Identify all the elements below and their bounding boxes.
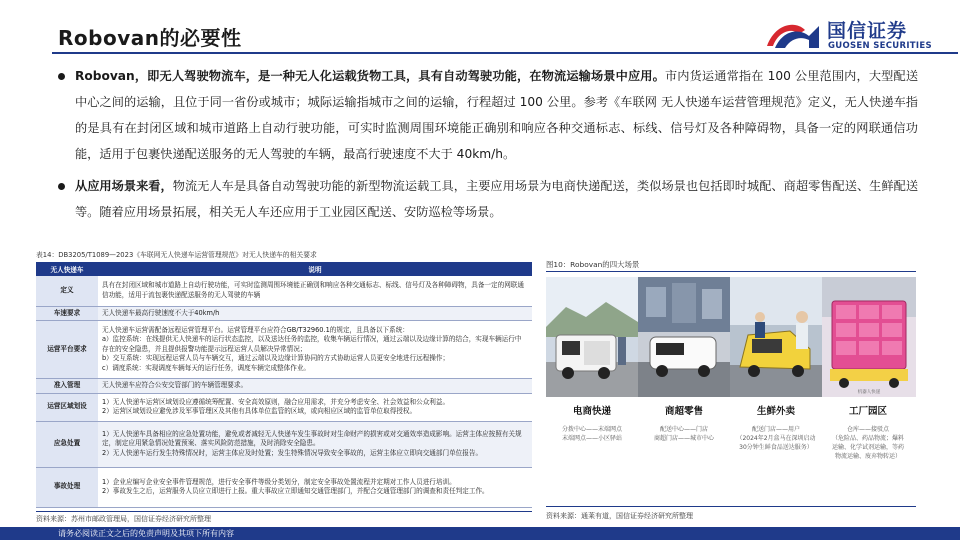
bullet-dot-icon [58, 183, 65, 190]
table-row-value: 1）无人快递车具备相应的应急处置功能，避免或者减轻无人快递车发生事故时对生命财产的损害或对交通效率造成影响。运营主体应按照有关规定，制定应用紧急情况处置预案、落实风险防范措施，及时消除安全隐患。 2）无人快递车运行发生特殊情况时，运营主体应及时处置；发生特殊情况导致安全事故的，运营主体应立即向交通部门单位报告。 [98, 421, 532, 467]
scenario-line: （危险品、药品物流；爆料 [831, 435, 904, 442]
bullet-definition [56, 63, 918, 167]
scenario-line: 末端网点——小区驿站 [561, 435, 622, 442]
photo-fresh-food-delivery [730, 277, 822, 397]
table-row-key: 车速要求 [36, 306, 98, 321]
table-row-key: 应急处置 [36, 421, 98, 467]
scenario-retail [638, 403, 730, 443]
table-row-key: 运营平台要求 [36, 321, 98, 379]
scenario-line: （2024年2月盒马在深圳启动 [736, 435, 816, 442]
table-header-cell: 无人快递车 [36, 262, 98, 276]
table-row [36, 421, 532, 467]
photo-supermarket-retail [638, 277, 730, 397]
table-row [36, 393, 532, 421]
table-row [36, 379, 532, 394]
scenario-line: 分拨中心——末端网点 [561, 426, 622, 433]
scenario-line: 仓库——接驳点 [846, 426, 889, 433]
table-row [36, 321, 532, 379]
page-header [0, 0, 960, 62]
figure-bottom-rule [546, 506, 916, 507]
table-row-value: 无人快递车运营需配备远程运营管理平台。运营管理平台应符合GB/T32960.1的规定，且具备以下系统： a）监控系统：在线提供无人快递车的运行状态监控，以及送达任务的监控，收集车辆运行情况，通过云端以及边缘计算的结合，实现车辆运行中存在的安全隐患，并且提供报警功能提示远程运营人员解决异常情况； b）交互系统：实现远程运营人员与车辆交互，通过云端以及边缘计算协同的方式协助运营人员更安全地进行远程操作； c）调度系统：实现调度车辆每天的运行任务，调度车辆完成整体作业。 [98, 321, 532, 379]
table-row-value: 1）企业应编写企业安全事件管理规范，进行安全事件等级分类划分，制定安全事故处置流程并定期对工作人员进行培训。 2）事故发生之后，运营服务人员应立即进行上报。重大事故应立即通知交通管理部门，并配合交通管理部门的调查和责任判定工作。 [98, 467, 532, 507]
table-source: 资料来源：苏州市邮政管理局，国信证券经济研究所整理 [36, 515, 211, 523]
figure-caption: 图10：Robovan的四大场景 [546, 260, 640, 269]
bullet-list [56, 63, 918, 225]
bullet-text: 物流无人车是具备自动驾驶功能的新型物流运载工具，主要应用场景为电商快递配送，类似场景也包括即时城配、商超零售配送、生鲜配送等。随着应用场景拓展，相关无人车还应用于工业园区配送、安防巡检等场景。 [75, 179, 919, 219]
table-row-value: 1）无人快递车运营区域划设应遵循统筹配置、安全高效原则，融合应用需求，并充分考虑安全、社会效益和公众利益。 2）运营区域划设应避免涉及军事管理区及其他有具体单位监管的区域，或向相应区域的监管单位取得授权。 [98, 393, 532, 421]
table-row-value: 无人快递车最高行驶速度不大于40km/h [98, 306, 532, 321]
scenario-title: 生鲜外卖 [756, 406, 795, 417]
figure-top-rule [546, 271, 916, 272]
scenario-line: 30分钟生鲜食品送达服务） [739, 444, 813, 451]
table-row [36, 306, 532, 321]
photo-ecommerce-delivery [546, 277, 638, 397]
footer-disclaimer: 请务必阅读正文之后的免责声明及其项下所有内容 [58, 529, 234, 538]
table-row-key: 事故处理 [36, 467, 98, 507]
photo-label: 机器人快递 [857, 390, 881, 395]
table-caption: 表14：DB3205/T1089—2023《车联网无人快递车运营管理规范》对无人快递车的相关要求 [36, 251, 317, 259]
bullet-text: 市内货运通常指在 100 公里范围内，大型配送中心之间的运输，且位于同一省份或城市；城际运输指城市之间的运输，行程超过 100 公里。参考《车联网 无人快递车运营管理规范》定义，无人快递车指的是具有在封闭区域和城市道路上自动行驶功能，可实时监测周围环境能正确别和响应各种交通标志、标线、信号灯及各种障碍物，具备一定的网联通信功能，适用于包裹快递配送服务的无人驾驶的车辆，最高行驶速度不大于 40km/h。 [75, 69, 919, 161]
scenario-line: 商超门店——城市中心 [653, 435, 714, 442]
scenario-ecommerce [546, 403, 638, 443]
logo-chinese-name: 国信证券 [827, 20, 908, 42]
scenario-title: 电商快递 [572, 406, 611, 417]
bullet-scenarios [56, 173, 918, 225]
page-title: Robovan的必要性 [58, 26, 242, 50]
bullet-lead: 从应用场景来看， [75, 179, 173, 193]
scenario-line: 配送中心——门店 [659, 426, 708, 433]
scenario-categories [546, 403, 916, 503]
table-row-value: 具有在封闭区域和城市道路上自动行驶功能，可实时监测周围环境能正确别和响应各种交通标志、标线、信号灯及各种障碍物，具备一定的网联通信功能，适用于流包裹快递配送服务的无人驾驶的车辆 [98, 276, 532, 306]
scenario-title: 商超零售 [664, 406, 703, 417]
table-row [36, 276, 532, 306]
bullet-dot-icon [58, 73, 65, 80]
table-row-key: 定义 [36, 276, 98, 306]
table-header-row [36, 262, 532, 276]
figure-source: 资料来源：通莱有道，国信证券经济研究所整理 [546, 512, 693, 520]
scenario-fresh-food [730, 403, 822, 452]
scenario-photos [546, 277, 916, 397]
photo-factory-park [822, 277, 916, 397]
table-source-rule [36, 511, 532, 512]
scenario-factory [822, 403, 914, 461]
scenario-line: 运输、化学试剂运输，等药 [831, 444, 904, 451]
table-row [36, 467, 532, 507]
guosen-logo [765, 14, 955, 56]
guosen-logo-mark-icon [765, 16, 821, 52]
bullet-lead: Robovan，即无人驾驶物流车，是一种无人化运载货物工具，具有自动驾驶功能，在物流运输场景中应用。 [75, 69, 665, 83]
table-header-cell: 说明 [98, 262, 532, 276]
table-row-key: 准入管理 [36, 379, 98, 394]
requirements-table [36, 262, 532, 508]
table-row-value: 无人快递车应符合公安交管部门的车辆管理要求。 [98, 379, 532, 394]
table-row-key: 运营区域划设 [36, 393, 98, 421]
scenario-title: 工厂园区 [848, 406, 887, 417]
footer-bar [0, 527, 960, 540]
scenario-line: 物流运输、废弃物转运） [834, 453, 901, 460]
logo-english-name: GUOSEN SECURITIES [828, 41, 932, 51]
scenario-line: 配送门店——用户 [751, 426, 800, 433]
